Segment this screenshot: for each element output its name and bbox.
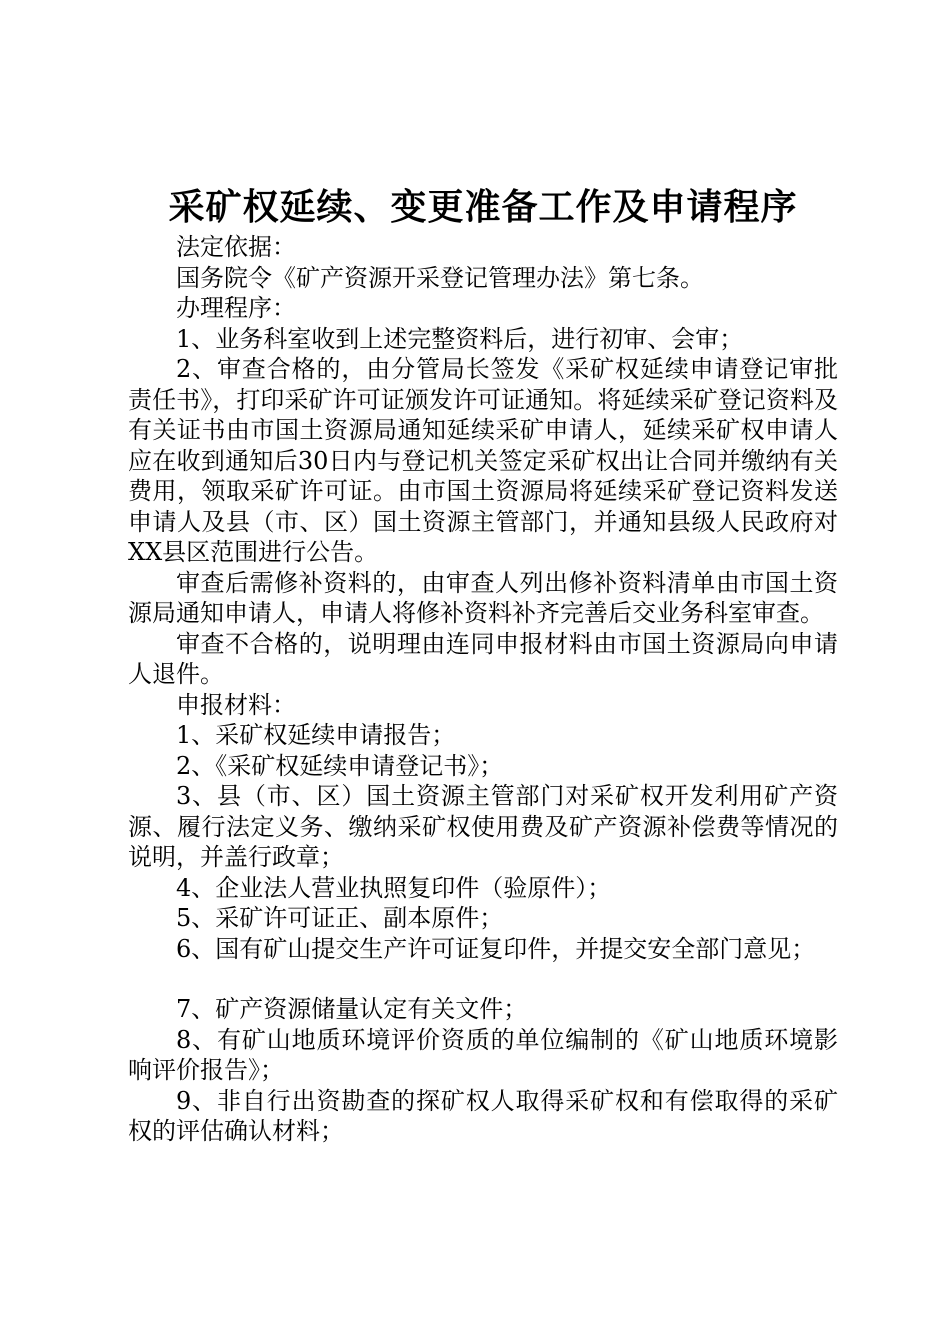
paragraph-legal-basis-heading: 法定依据： bbox=[176, 233, 296, 261]
document-page bbox=[128, 182, 838, 1147]
paragraph-material-9: 9、非自行出资勘查的探矿权人取得采矿权和有偿取得的采矿权的评估确认材料； bbox=[128, 1086, 838, 1145]
paragraph-materials-heading: 申报材料： bbox=[176, 690, 296, 719]
document-title: 采矿权延续、变更准备工作及申请程序 bbox=[168, 186, 798, 228]
paragraph-legal-basis: 国务院令《矿产资源开采登记管理办法》第七条。 bbox=[176, 263, 704, 292]
paragraph-rejected: 审查不合格的，说明理由连同申报材料由市国土资源局向申请人退件。 bbox=[128, 629, 838, 688]
paragraph-procedure-heading: 办理程序： bbox=[176, 294, 296, 322]
paragraph-material-6: 6、国有矿山提交生产许可证复印件，并提交安全部门意见； bbox=[176, 934, 816, 963]
paragraph-material-1: 1、采矿权延续申请报告； bbox=[176, 721, 456, 749]
paragraph-procedure-2: 2、审查合格的，由分管局长签发《采矿权延续申请登记审批责任书》，打印采矿许可证颁发许可证通知。将延续采矿登记资料及有关证书由市国土资源局通知延续采矿申请人，延续采矿权申请人应在收到通知后30日内与登记机关签定采矿权出让合同并缴纳有关费用，领取采矿许可证。由市国土资源局将延续采矿登记资料发送申请人及县（市、区）国土资源主管部门，并通知县级人民政府对XX县区范围进行公告。 bbox=[128, 355, 838, 566]
paragraph-material-2: 2、《采矿权延续申请登记书》； bbox=[176, 751, 504, 780]
paragraph-material-7: 7、矿产资源储量认定有关文件； bbox=[176, 995, 528, 1023]
paragraph-spacer bbox=[128, 964, 838, 994]
paragraph-material-5: 5、采矿许可证正、副本原件； bbox=[176, 904, 504, 932]
paragraph-procedure-1: 1、业务科室收到上述完整资料后，进行初审、会审； bbox=[176, 324, 744, 353]
paragraph-material-8: 8、有矿山地质环境评价资质的单位编制的《矿山地质环境影响评价报告》； bbox=[128, 1025, 838, 1084]
paragraph-material-4: 4、企业法人营业执照复印件（验原件）； bbox=[176, 873, 612, 902]
paragraph-material-3: 3、县（市、区）国土资源主管部门对采矿权开发利用矿产资源、履行法定义务、缴纳采矿权使用费及矿产资源补偿费等情况的说明，并盖行政章； bbox=[128, 782, 838, 871]
paragraph-needs-revision: 审查后需修补资料的，由审查人列出修补资料清单由市国土资源局通知申请人，申请人将修补资料补齐完善后交业务科室审查。 bbox=[128, 568, 838, 627]
